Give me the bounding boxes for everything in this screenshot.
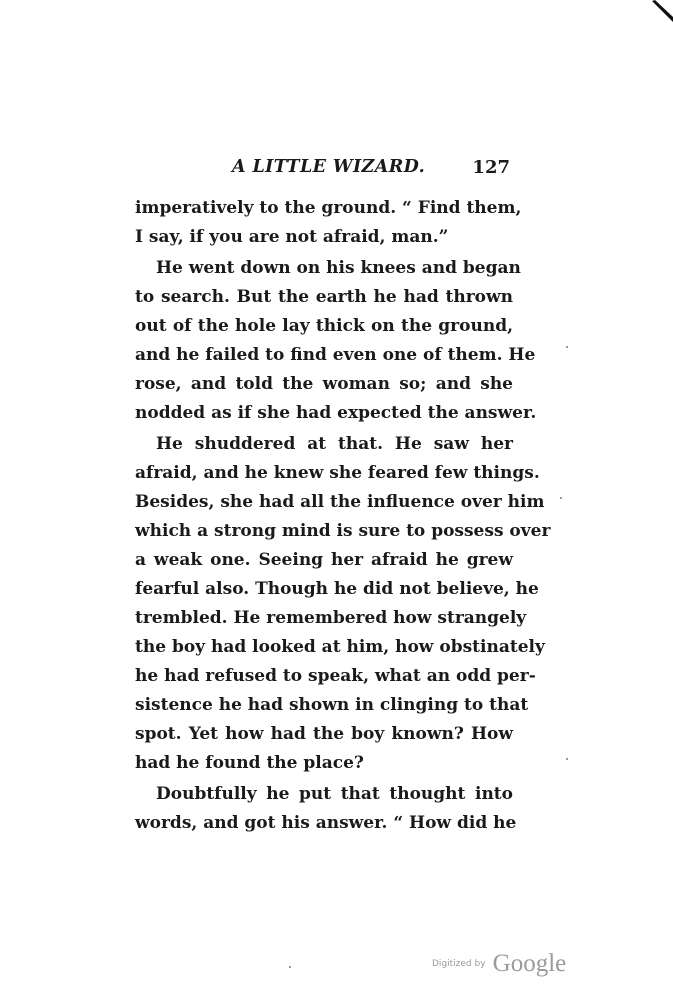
text-line: I say, if you are not afraid, man.” — [135, 227, 449, 247]
text-line: afraid, and he knew she feared few things. — [135, 463, 540, 483]
digitized-by-watermark — [432, 950, 566, 978]
text-line: rose, and told the woman so; and she — [135, 374, 513, 394]
text-line: He went down on his knees and began — [156, 258, 521, 278]
digitized-by-label: Digitized by — [432, 959, 486, 969]
text-line: had he found the place? — [135, 753, 364, 773]
text-line: Besides, she had all the influence over him — [135, 492, 545, 512]
text-line: words, and got his answer. “ How did he — [135, 813, 517, 833]
text-line: He shuddered at that. He saw her — [156, 434, 513, 454]
text-line: fearful also. Though he did not believe, he — [135, 579, 539, 599]
running-title: A LITTLE WIZARD. — [232, 157, 426, 177]
text-line: spot. Yet how had the boy known? How — [135, 724, 513, 744]
text-line: he had refused to speak, what an odd per- — [135, 666, 536, 686]
text-line: imperatively to the ground. “ Find them, — [135, 198, 522, 218]
page-number: 127 — [472, 157, 510, 178]
text-line: Doubtfully he put that thought into — [156, 784, 513, 804]
text-line: out of the hole lay thick on the ground, — [135, 316, 513, 336]
running-head — [135, 157, 515, 185]
text-line: trembled. He remembered how strangely — [135, 608, 527, 628]
text-line: to search. But the earth he had thrown — [135, 287, 513, 307]
text-line: sistence he had shown in clinging to that — [135, 695, 529, 715]
text-line: and he failed to find even one of them. He — [135, 345, 536, 365]
paper-speck — [566, 346, 568, 348]
page-corner-mark — [649, 0, 673, 24]
google-wordmark: Google — [492, 950, 567, 977]
body-text — [135, 194, 551, 838]
text-line: which a strong mind is sure to possess over — [135, 521, 551, 541]
text-line: nodded as if she had expected the answer. — [135, 403, 537, 423]
paper-speck — [560, 497, 562, 499]
paper-speck — [566, 758, 568, 760]
paper-speck — [289, 966, 291, 968]
text-line: a weak one. Seeing her afraid he grew — [135, 550, 513, 570]
text-line: the boy had looked at him, how obstinately — [135, 637, 545, 657]
